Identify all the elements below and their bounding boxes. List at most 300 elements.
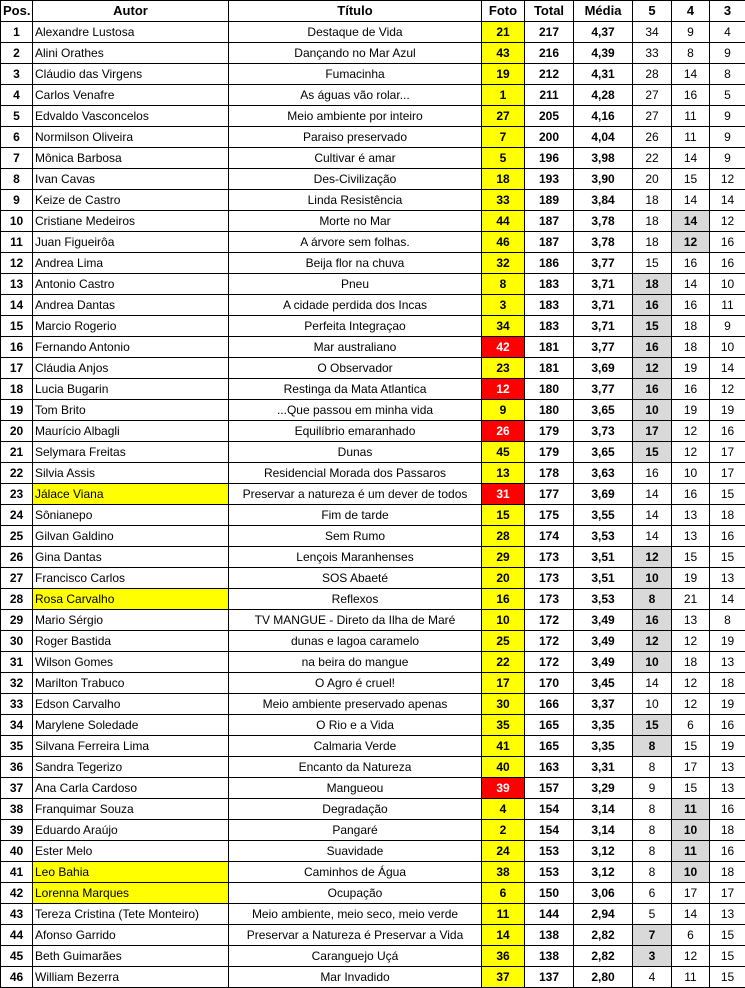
cell-votes-3: 19 xyxy=(710,631,745,652)
cell-pos: 25 xyxy=(1,526,33,547)
cell-autor: Marcio Rogerio xyxy=(33,316,229,337)
cell-votes-5: 15 xyxy=(633,715,672,736)
cell-votes-4: 12 xyxy=(672,673,710,694)
cell-votes-5: 3 xyxy=(633,946,672,967)
cell-total: 137 xyxy=(525,967,574,988)
cell-foto: 8 xyxy=(482,274,525,295)
cell-foto: 16 xyxy=(482,589,525,610)
cell-pos: 40 xyxy=(1,841,33,862)
table-row xyxy=(1,694,745,715)
cell-autor: Juan Figueirôa xyxy=(33,232,229,253)
cell-titulo: Mangueou xyxy=(229,778,482,799)
cell-autor: Lorenna Marques xyxy=(33,883,229,904)
cell-votes-3: 18 xyxy=(710,820,745,841)
cell-pos: 19 xyxy=(1,400,33,421)
cell-titulo: O Agro é cruel! xyxy=(229,673,482,694)
cell-votes-4: 6 xyxy=(672,925,710,946)
cell-foto: 24 xyxy=(482,841,525,862)
cell-foto: 28 xyxy=(482,526,525,547)
cell-votes-3: 17 xyxy=(710,883,745,904)
cell-votes-3: 16 xyxy=(710,526,745,547)
cell-media: 3,53 xyxy=(574,589,633,610)
cell-pos: 42 xyxy=(1,883,33,904)
cell-pos: 44 xyxy=(1,925,33,946)
cell-votes-5: 18 xyxy=(633,211,672,232)
cell-media: 3,12 xyxy=(574,841,633,862)
cell-pos: 7 xyxy=(1,148,33,169)
table-row xyxy=(1,610,745,631)
cell-titulo: Paraiso preservado xyxy=(229,127,482,148)
cell-votes-3: 12 xyxy=(710,211,745,232)
cell-foto: 46 xyxy=(482,232,525,253)
cell-titulo: Linda Resistência xyxy=(229,190,482,211)
cell-autor: Silvana Ferreira Lima xyxy=(33,736,229,757)
table-row xyxy=(1,904,745,925)
cell-pos: 4 xyxy=(1,85,33,106)
cell-total: 180 xyxy=(525,400,574,421)
cell-total: 183 xyxy=(525,295,574,316)
cell-autor: Edvaldo Vasconcelos xyxy=(33,106,229,127)
cell-votes-4: 13 xyxy=(672,610,710,631)
cell-total: 170 xyxy=(525,673,574,694)
cell-foto: 26 xyxy=(482,421,525,442)
cell-titulo: Reflexos xyxy=(229,589,482,610)
table-row xyxy=(1,211,745,232)
cell-pos: 27 xyxy=(1,568,33,589)
cell-total: 144 xyxy=(525,904,574,925)
cell-titulo: Ocupação xyxy=(229,883,482,904)
cell-autor: Tereza Cristina (Tete Monteiro) xyxy=(33,904,229,925)
cell-titulo: Equilíbrio emaranhado xyxy=(229,421,482,442)
cell-titulo: Fumacinha xyxy=(229,64,482,85)
cell-titulo: Residencial Morada dos Passaros xyxy=(229,463,482,484)
cell-autor: Selymara Freitas xyxy=(33,442,229,463)
cell-votes-3: 15 xyxy=(710,946,745,967)
cell-votes-5: 4 xyxy=(633,967,672,988)
cell-foto: 13 xyxy=(482,463,525,484)
table-row xyxy=(1,778,745,799)
table-row xyxy=(1,295,745,316)
cell-votes-5: 8 xyxy=(633,820,672,841)
table-row xyxy=(1,547,745,568)
table-row xyxy=(1,736,745,757)
table-row xyxy=(1,526,745,547)
cell-votes-5: 28 xyxy=(633,64,672,85)
header-autor: Autor xyxy=(33,1,229,22)
cell-votes-3: 9 xyxy=(710,148,745,169)
cell-titulo: Mar australiano xyxy=(229,337,482,358)
table-row xyxy=(1,106,745,127)
cell-media: 3,37 xyxy=(574,694,633,715)
cell-votes-3: 19 xyxy=(710,400,745,421)
table-row xyxy=(1,841,745,862)
cell-media: 4,39 xyxy=(574,43,633,64)
cell-titulo: Preservar a natureza é um dever de todos xyxy=(229,484,482,505)
cell-foto: 29 xyxy=(482,547,525,568)
cell-pos: 18 xyxy=(1,379,33,400)
cell-pos: 13 xyxy=(1,274,33,295)
cell-media: 3,12 xyxy=(574,862,633,883)
cell-votes-3: 18 xyxy=(710,673,745,694)
cell-votes-4: 12 xyxy=(672,232,710,253)
cell-titulo: Mar Invadido xyxy=(229,967,482,988)
cell-foto: 23 xyxy=(482,358,525,379)
cell-votes-5: 22 xyxy=(633,148,672,169)
cell-votes-4: 11 xyxy=(672,841,710,862)
cell-autor: Franquimar Souza xyxy=(33,799,229,820)
cell-titulo: Caminhos de Água xyxy=(229,862,482,883)
table-row xyxy=(1,400,745,421)
cell-votes-3: 16 xyxy=(710,841,745,862)
cell-titulo: Sem Rumo xyxy=(229,526,482,547)
cell-votes-5: 14 xyxy=(633,526,672,547)
table-row xyxy=(1,883,745,904)
table-row xyxy=(1,568,745,589)
cell-media: 4,31 xyxy=(574,64,633,85)
cell-votes-4: 12 xyxy=(672,946,710,967)
cell-total: 183 xyxy=(525,316,574,337)
cell-votes-5: 12 xyxy=(633,547,672,568)
cell-foto: 35 xyxy=(482,715,525,736)
cell-votes-4: 15 xyxy=(672,778,710,799)
cell-media: 3,29 xyxy=(574,778,633,799)
cell-titulo: Encanto da Natureza xyxy=(229,757,482,778)
table-row xyxy=(1,799,745,820)
cell-media: 3,98 xyxy=(574,148,633,169)
cell-votes-3: 17 xyxy=(710,463,745,484)
cell-votes-4: 14 xyxy=(672,148,710,169)
cell-titulo: Suavidade xyxy=(229,841,482,862)
cell-votes-4: 12 xyxy=(672,631,710,652)
cell-votes-3: 16 xyxy=(710,253,745,274)
cell-media: 2,94 xyxy=(574,904,633,925)
cell-pos: 15 xyxy=(1,316,33,337)
cell-foto: 1 xyxy=(482,85,525,106)
cell-foto: 39 xyxy=(482,778,525,799)
cell-votes-3: 11 xyxy=(710,295,745,316)
cell-votes-3: 17 xyxy=(710,442,745,463)
cell-votes-4: 16 xyxy=(672,85,710,106)
cell-titulo: TV MANGUE - Direto da Ilha de Maré xyxy=(229,610,482,631)
cell-total: 187 xyxy=(525,211,574,232)
cell-total: 154 xyxy=(525,799,574,820)
cell-foto: 9 xyxy=(482,400,525,421)
cell-votes-3: 5 xyxy=(710,85,745,106)
cell-foto: 42 xyxy=(482,337,525,358)
cell-media: 3,71 xyxy=(574,274,633,295)
cell-titulo: Cultivar é amar xyxy=(229,148,482,169)
cell-votes-4: 12 xyxy=(672,421,710,442)
cell-media: 3,55 xyxy=(574,505,633,526)
cell-total: 177 xyxy=(525,484,574,505)
cell-votes-3: 19 xyxy=(710,736,745,757)
table-row xyxy=(1,337,745,358)
cell-foto: 22 xyxy=(482,652,525,673)
cell-pos: 21 xyxy=(1,442,33,463)
cell-votes-3: 10 xyxy=(710,274,745,295)
cell-autor: Marylene Soledade xyxy=(33,715,229,736)
cell-total: 165 xyxy=(525,736,574,757)
cell-pos: 10 xyxy=(1,211,33,232)
table-row xyxy=(1,673,745,694)
cell-foto: 7 xyxy=(482,127,525,148)
table-row xyxy=(1,715,745,736)
cell-media: 3,31 xyxy=(574,757,633,778)
cell-titulo: Pneu xyxy=(229,274,482,295)
cell-titulo: Fim de tarde xyxy=(229,505,482,526)
cell-votes-3: 13 xyxy=(710,568,745,589)
cell-pos: 43 xyxy=(1,904,33,925)
table-row xyxy=(1,484,745,505)
cell-pos: 24 xyxy=(1,505,33,526)
cell-foto: 31 xyxy=(482,484,525,505)
cell-foto: 33 xyxy=(482,190,525,211)
cell-autor: Tom Brito xyxy=(33,400,229,421)
cell-total: 211 xyxy=(525,85,574,106)
cell-votes-4: 13 xyxy=(672,505,710,526)
cell-titulo: O Rio e a Vida xyxy=(229,715,482,736)
cell-votes-5: 10 xyxy=(633,400,672,421)
cell-autor: Roger Bastida xyxy=(33,631,229,652)
cell-autor: Fernando Antonio xyxy=(33,337,229,358)
cell-votes-4: 12 xyxy=(672,694,710,715)
table-row xyxy=(1,820,745,841)
cell-foto: 3 xyxy=(482,295,525,316)
cell-votes-5: 9 xyxy=(633,778,672,799)
cell-votes-4: 16 xyxy=(672,484,710,505)
cell-titulo: A árvore sem folhas. xyxy=(229,232,482,253)
cell-titulo: SOS Abaeté xyxy=(229,568,482,589)
cell-media: 3,49 xyxy=(574,610,633,631)
cell-foto: 25 xyxy=(482,631,525,652)
cell-votes-4: 16 xyxy=(672,253,710,274)
cell-foto: 19 xyxy=(482,64,525,85)
cell-total: 186 xyxy=(525,253,574,274)
cell-votes-5: 16 xyxy=(633,379,672,400)
cell-foto: 44 xyxy=(482,211,525,232)
cell-votes-5: 8 xyxy=(633,589,672,610)
cell-autor: Wilson Gomes xyxy=(33,652,229,673)
cell-votes-5: 7 xyxy=(633,925,672,946)
table-row xyxy=(1,253,745,274)
cell-total: 172 xyxy=(525,652,574,673)
cell-foto: 2 xyxy=(482,820,525,841)
cell-total: 157 xyxy=(525,778,574,799)
table-row xyxy=(1,421,745,442)
header-pos: Pos. xyxy=(1,1,33,22)
cell-titulo: Pangaré xyxy=(229,820,482,841)
cell-total: 178 xyxy=(525,463,574,484)
cell-foto: 17 xyxy=(482,673,525,694)
table-row xyxy=(1,379,745,400)
cell-votes-4: 11 xyxy=(672,127,710,148)
cell-votes-3: 18 xyxy=(710,505,745,526)
cell-media: 3,78 xyxy=(574,211,633,232)
cell-foto: 41 xyxy=(482,736,525,757)
cell-total: 217 xyxy=(525,22,574,43)
cell-titulo: Lençois Maranhenses xyxy=(229,547,482,568)
cell-autor: Silvia Assis xyxy=(33,463,229,484)
cell-titulo: Preservar a Natureza é Preservar a Vida xyxy=(229,925,482,946)
cell-media: 3,77 xyxy=(574,253,633,274)
cell-total: 196 xyxy=(525,148,574,169)
cell-autor: Afonso Garrido xyxy=(33,925,229,946)
cell-autor: Maurício Albagli xyxy=(33,421,229,442)
cell-pos: 17 xyxy=(1,358,33,379)
cell-total: 173 xyxy=(525,589,574,610)
cell-pos: 41 xyxy=(1,862,33,883)
cell-votes-3: 16 xyxy=(710,715,745,736)
cell-pos: 46 xyxy=(1,967,33,988)
cell-autor: Andrea Dantas xyxy=(33,295,229,316)
cell-votes-5: 18 xyxy=(633,232,672,253)
cell-total: 154 xyxy=(525,820,574,841)
cell-total: 138 xyxy=(525,925,574,946)
header-titulo: Título xyxy=(229,1,482,22)
cell-votes-3: 18 xyxy=(710,862,745,883)
cell-votes-3: 9 xyxy=(710,316,745,337)
cell-autor: Alini Orathes xyxy=(33,43,229,64)
cell-total: 163 xyxy=(525,757,574,778)
cell-autor: Mario Sérgio xyxy=(33,610,229,631)
cell-votes-5: 26 xyxy=(633,127,672,148)
cell-titulo: Beija flor na chuva xyxy=(229,253,482,274)
cell-media: 3,77 xyxy=(574,337,633,358)
cell-votes-5: 27 xyxy=(633,106,672,127)
cell-titulo: na beira do mangue xyxy=(229,652,482,673)
cell-foto: 10 xyxy=(482,610,525,631)
cell-foto: 38 xyxy=(482,862,525,883)
cell-media: 3,45 xyxy=(574,673,633,694)
cell-votes-5: 15 xyxy=(633,316,672,337)
cell-votes-4: 9 xyxy=(672,22,710,43)
cell-media: 3,06 xyxy=(574,883,633,904)
cell-autor: Ivan Cavas xyxy=(33,169,229,190)
cell-titulo: Morte no Mar xyxy=(229,211,482,232)
cell-titulo: Destaque de Vida xyxy=(229,22,482,43)
cell-titulo: Meio ambiente por inteiro xyxy=(229,106,482,127)
header-total: Total xyxy=(525,1,574,22)
cell-autor: Leo Bahia xyxy=(33,862,229,883)
cell-foto: 14 xyxy=(482,925,525,946)
cell-total: 174 xyxy=(525,526,574,547)
cell-votes-5: 14 xyxy=(633,505,672,526)
cell-foto: 45 xyxy=(482,442,525,463)
cell-total: 179 xyxy=(525,421,574,442)
cell-media: 3,35 xyxy=(574,736,633,757)
cell-autor: Edson Carvalho xyxy=(33,694,229,715)
cell-autor: Gina Dantas xyxy=(33,547,229,568)
cell-titulo: Calmaria Verde xyxy=(229,736,482,757)
cell-foto: 11 xyxy=(482,904,525,925)
cell-votes-3: 9 xyxy=(710,106,745,127)
cell-autor: Marilton Trabuco xyxy=(33,673,229,694)
cell-votes-5: 10 xyxy=(633,694,672,715)
cell-pos: 22 xyxy=(1,463,33,484)
header-media: Média xyxy=(574,1,633,22)
cell-pos: 39 xyxy=(1,820,33,841)
cell-foto: 27 xyxy=(482,106,525,127)
table-row xyxy=(1,925,745,946)
cell-total: 181 xyxy=(525,358,574,379)
cell-total: 180 xyxy=(525,379,574,400)
cell-pos: 20 xyxy=(1,421,33,442)
cell-total: 193 xyxy=(525,169,574,190)
cell-votes-5: 16 xyxy=(633,610,672,631)
cell-votes-3: 8 xyxy=(710,610,745,631)
cell-votes-3: 15 xyxy=(710,967,745,988)
cell-autor: Lucia Bugarin xyxy=(33,379,229,400)
cell-pos: 32 xyxy=(1,673,33,694)
cell-votes-3: 4 xyxy=(710,22,745,43)
header-votes-5: 5 xyxy=(633,1,672,22)
cell-pos: 8 xyxy=(1,169,33,190)
cell-votes-5: 14 xyxy=(633,673,672,694)
cell-votes-3: 13 xyxy=(710,904,745,925)
cell-autor: Alexandre Lustosa xyxy=(33,22,229,43)
cell-autor: Cláudio das Virgens xyxy=(33,64,229,85)
cell-autor: Antonio Castro xyxy=(33,274,229,295)
cell-media: 3,51 xyxy=(574,568,633,589)
cell-autor: Francisco Carlos xyxy=(33,568,229,589)
table-row xyxy=(1,274,745,295)
cell-total: 166 xyxy=(525,694,574,715)
cell-titulo: Meio ambiente, meio seco, meio verde xyxy=(229,904,482,925)
cell-votes-4: 10 xyxy=(672,862,710,883)
cell-titulo: Perfeita Integraçao xyxy=(229,316,482,337)
cell-votes-4: 15 xyxy=(672,547,710,568)
cell-media: 4,04 xyxy=(574,127,633,148)
cell-votes-5: 12 xyxy=(633,631,672,652)
cell-total: 179 xyxy=(525,442,574,463)
table-row xyxy=(1,148,745,169)
cell-pos: 34 xyxy=(1,715,33,736)
cell-media: 2,80 xyxy=(574,967,633,988)
cell-votes-5: 15 xyxy=(633,253,672,274)
cell-pos: 11 xyxy=(1,232,33,253)
table-row xyxy=(1,505,745,526)
cell-pos: 35 xyxy=(1,736,33,757)
cell-votes-4: 18 xyxy=(672,652,710,673)
cell-total: 189 xyxy=(525,190,574,211)
cell-votes-4: 14 xyxy=(672,190,710,211)
cell-titulo: ...Que passou em minha vida xyxy=(229,400,482,421)
cell-autor: Jálace Viana xyxy=(33,484,229,505)
cell-votes-4: 10 xyxy=(672,463,710,484)
header-row xyxy=(1,1,745,22)
table-row xyxy=(1,631,745,652)
cell-votes-4: 13 xyxy=(672,526,710,547)
cell-votes-3: 15 xyxy=(710,547,745,568)
table-row xyxy=(1,967,745,988)
cell-votes-5: 8 xyxy=(633,736,672,757)
cell-foto: 15 xyxy=(482,505,525,526)
cell-votes-5: 18 xyxy=(633,274,672,295)
table-row xyxy=(1,85,745,106)
cell-votes-5: 18 xyxy=(633,190,672,211)
cell-titulo: Des-Civilização xyxy=(229,169,482,190)
cell-votes-4: 8 xyxy=(672,43,710,64)
cell-votes-3: 8 xyxy=(710,64,745,85)
cell-total: 181 xyxy=(525,337,574,358)
cell-votes-3: 9 xyxy=(710,43,745,64)
cell-foto: 6 xyxy=(482,883,525,904)
cell-total: 173 xyxy=(525,568,574,589)
header-votes-4: 4 xyxy=(672,1,710,22)
cell-votes-4: 16 xyxy=(672,295,710,316)
cell-media: 4,16 xyxy=(574,106,633,127)
cell-foto: 30 xyxy=(482,694,525,715)
